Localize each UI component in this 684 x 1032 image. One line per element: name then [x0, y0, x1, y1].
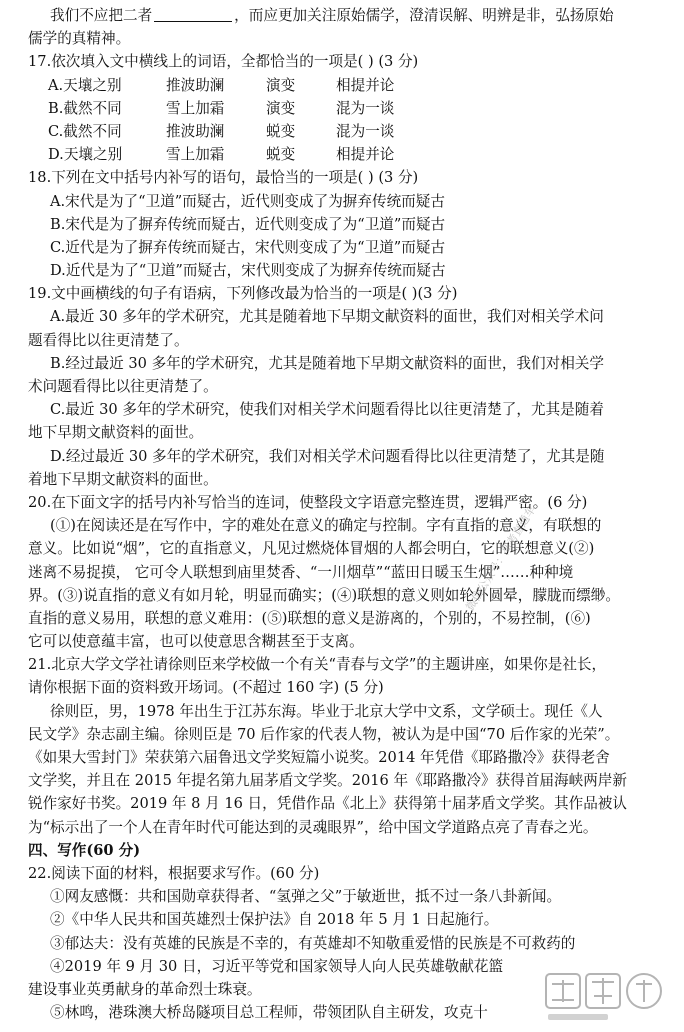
option-cell: A.天壤之别	[48, 76, 122, 94]
text-line: 20.在下面文字的括号内补写恰当的连词，使整段文字语意完整连贯，逻辑严密。(6 分)	[28, 493, 588, 511]
text-line: ⑤林鸣，港珠澳大桥岛隧项目总工程师，带领团队自主研发，攻克十	[50, 1004, 488, 1022]
text-line: 21.北京大学文学社请徐则臣来学校做一个有关“青春与文学”的主题讲座，如果你是社长，	[28, 656, 607, 674]
text-segment: ，而应更加关注原始儒学，澄清误解、明辨是非，弘扬原始	[234, 7, 614, 24]
text-line: 题看得比以往更清楚了。	[28, 331, 189, 349]
text-line: 民文学》杂志副主编。徐则臣是 70 后作家的代表人物，被认为是中国“70 后作家的光荣”。	[28, 725, 620, 743]
text-line: 文学奖，并且在 2015 年提名第九届茅盾文学奖。2016 年《耶路撒冷》获得首届海峡两岸新	[28, 772, 627, 790]
option-row	[28, 143, 662, 166]
text-line: 界。(③)说直指的意义有如月轮，明显而确实；(④)联想的意义则如轮外圆晕，朦胧而缥缈。	[28, 586, 620, 604]
option-cell: 演变	[266, 99, 296, 117]
option-row	[28, 120, 662, 143]
text-line: A.宋代是为了“卫道”而疑古，近代则变成了为摒弃传统而疑古	[50, 192, 445, 210]
text-line: 请你根据下面的资料致开场词。(不超过 160 字) (5 分)	[28, 679, 384, 697]
option-cell: 演变	[266, 76, 296, 94]
option-cell: 混为一谈	[336, 122, 395, 140]
text-line: 锐作家好书奖。2019 年 8 月 16 日，凭借作品《北上》获得第十届茅盾文学奖。其作品被认	[28, 795, 627, 813]
option-cell: C.截然不同	[48, 122, 122, 140]
text-line: 儒学的真精神。	[28, 30, 131, 48]
option-cell: B.截然不同	[48, 99, 122, 117]
watermark-text: 微信公众号：高考直通车	[463, 503, 539, 614]
text-line: ②《中华人民共和国英雄烈士保护法》自 2018 年 5 月 1 日起施行。	[50, 911, 499, 929]
text-line: 22.阅读下面的材料，根据要求写作。(60 分)	[28, 864, 320, 882]
text-line: 建设事业英勇献身的革命烈士珠衰。	[28, 980, 262, 998]
option-cell: 混为一谈	[336, 99, 395, 117]
text-line: 为“标示出了一个人在青年时代可能达到的灵魂眼界”，给中国文学道路点亮了青春之光。	[28, 818, 598, 836]
text-line: 着地下早期文献资料的面世。	[28, 470, 218, 488]
text-line: ①网友感慨：共和国勋章获得者、“氢弹之父”于敏逝世，抵不过一条八卦新闻。	[50, 888, 562, 906]
text-line: 直指的意义易用，联想的意义难用：(⑤)联想的意义是游离的，个别的，不易控制，(⑥)	[28, 609, 591, 627]
text-line: C.近代是为了摒弃传统而疑古，宋代则变成了为“卫道”而疑古	[50, 238, 446, 256]
option-cell: 雪上加霜	[166, 99, 225, 117]
text-segment: 我们不应把二者	[50, 7, 153, 24]
text-line: 地下早期文献资料的面世。	[28, 424, 204, 442]
text-line: 术问题看得比以往更清楚了。	[28, 378, 218, 395]
text-line: 徐则臣，男，1978 年出生于江苏东海。毕业于北京大学中文系，文学硕士。现任《人	[50, 702, 603, 720]
text-line: 它可以使意蕴丰富，也可以使意思含糊甚至于支离。	[28, 633, 364, 651]
option-cell: 蜕变	[266, 122, 296, 140]
option-cell: 推波助澜	[166, 122, 225, 140]
option-cell: D.天壤之别	[48, 146, 123, 164]
text-line: 迷离不易捉摸， 它可令人联想到庙里焚香、“一川烟草”“蓝田日暖玉生烟”……种种境	[28, 563, 574, 581]
text-line: C.最近 30 多年的学术研究，使我们对相关学术问题看得比以往更清楚了，尤其是随着	[50, 401, 604, 419]
text-line: 《如果大雪封门》荣获第六届鲁迅文学奖短篇小说奖。2014 年凭借《耶路撒冷》获得老舍	[28, 749, 610, 766]
text-line: ④2019 年 9 月 30 日，习近平等党和国家领导人向人民英雄敬献花篮	[50, 957, 504, 975]
text-line: 19.文中画横线的句子有语病，下列修改最为恰当的一项是( )(3 分)	[28, 285, 458, 303]
option-cell: 推波助澜	[166, 76, 225, 94]
option-cell: 雪上加霜	[166, 146, 225, 164]
text-line: ③郁达夫：没有英雄的民族是不幸的，有英雄却不知敬重爱惜的民族是不可救药的	[50, 934, 576, 952]
section-heading: 四、写作(60 分)	[28, 841, 141, 859]
fill-blank	[154, 7, 232, 22]
text-line: B.宋代是为了摒弃传统而疑古，近代则变成了为“卫道”而疑古	[50, 215, 446, 233]
text-line: B.经过最近 30 多年的学术研究，尤其是随着地下早期文献资料的面世，我们对相关学	[50, 354, 604, 372]
text-line	[28, 4, 662, 27]
text-line: D.近代是为了“卫道”而疑古，宋代则变成了为摒弃传统而疑古	[50, 262, 446, 280]
option-cell: 相提并论	[336, 146, 395, 164]
text-line: D.经过最近 30 多年的学术研究，我们对相关学术问题看得比以往更清楚了，尤其是随	[50, 447, 605, 465]
text-line: 17.依次填入文中横线上的词语，全都恰当的一项是( ) (3 分)	[28, 53, 419, 71]
option-row	[28, 74, 662, 97]
text-line: (①)在阅读还是在写作中，字的难处在意义的确定与控制。字有直指的意义，有联想的	[50, 517, 602, 535]
option-cell: 蜕变	[266, 146, 296, 164]
text-line: A.最近 30 多年的学术研究，尤其是随着地下早期文献资料的面世，我们对相关学术问	[50, 308, 604, 326]
text-line: 18.下列在文中括号内补写的语句，最恰当的一项是( ) (3 分)	[28, 169, 419, 187]
text-line: 意义。比如说“烟”，它的直指意义，凡见过燃烧体冒烟的人都会明白，它的联想意义(②)	[28, 540, 595, 558]
option-cell: 相提并论	[336, 76, 395, 94]
option-row	[28, 97, 662, 120]
